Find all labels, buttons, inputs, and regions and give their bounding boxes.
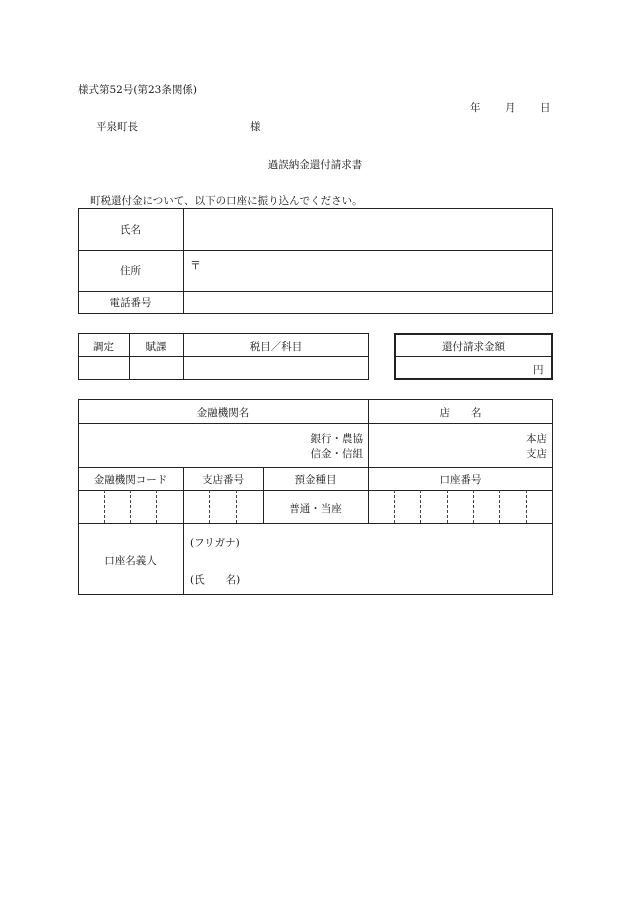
date-month-label: 月 bbox=[505, 102, 516, 114]
bank-types-line1: 銀行・農協 bbox=[310, 433, 363, 445]
name-field[interactable] bbox=[190, 222, 545, 234]
bank-types-line2: 信金・信組 bbox=[310, 448, 363, 460]
assessment-field[interactable] bbox=[82, 361, 126, 373]
yen-unit: 円 bbox=[533, 364, 544, 376]
furigana-label: (フリガナ) bbox=[190, 537, 240, 549]
refund-amount-field[interactable] bbox=[400, 362, 525, 374]
deposit-type-options[interactable]: 普通・当座 bbox=[289, 503, 342, 515]
col-levy: 賦課 bbox=[145, 341, 167, 353]
honorific: 様 bbox=[250, 121, 261, 133]
phone-label: 電話番号 bbox=[109, 297, 152, 309]
postal-mark: 〒 bbox=[190, 259, 201, 272]
col-assessment: 調定 bbox=[93, 341, 114, 353]
col-institution-code: 金融機関コード bbox=[93, 474, 168, 486]
form-number: 様式第52号(第23条関係) bbox=[78, 84, 197, 96]
col-deposit-type: 預金種目 bbox=[294, 474, 337, 486]
addressee: 平泉町長 bbox=[96, 121, 138, 133]
date-day-label: 日 bbox=[540, 102, 551, 114]
phone-field[interactable] bbox=[190, 295, 545, 307]
institution-label: 金融機関名 bbox=[196, 407, 250, 419]
address-label: 住所 bbox=[120, 265, 141, 277]
col-account-number: 口座番号 bbox=[439, 474, 482, 486]
branch-types-line2: 支店 bbox=[526, 448, 547, 460]
col-tax-item: 税目／科目 bbox=[249, 341, 303, 353]
address-field[interactable] bbox=[205, 263, 545, 275]
furigana-field[interactable] bbox=[260, 535, 545, 547]
date-year-label: 年 bbox=[470, 102, 481, 114]
name-label: 氏名 bbox=[120, 224, 141, 236]
col-branch-number: 支店番号 bbox=[202, 474, 244, 486]
levy-field[interactable] bbox=[133, 361, 179, 373]
holder-name-field[interactable] bbox=[260, 572, 545, 584]
account-holder-label: 口座名義人 bbox=[104, 555, 157, 567]
intro-text: 町税還付金について、以下の口座に振り込んでください。 bbox=[90, 195, 363, 207]
branch-types-line1: 本店 bbox=[526, 433, 547, 445]
holder-name-label: (氏 名) bbox=[190, 574, 241, 586]
page-title: 過誤納金還付請求書 bbox=[267, 159, 363, 171]
tax-item-field[interactable] bbox=[188, 361, 364, 373]
branch-label: 店 名 bbox=[439, 407, 482, 419]
refund-amount-label: 還付請求金額 bbox=[442, 341, 505, 353]
